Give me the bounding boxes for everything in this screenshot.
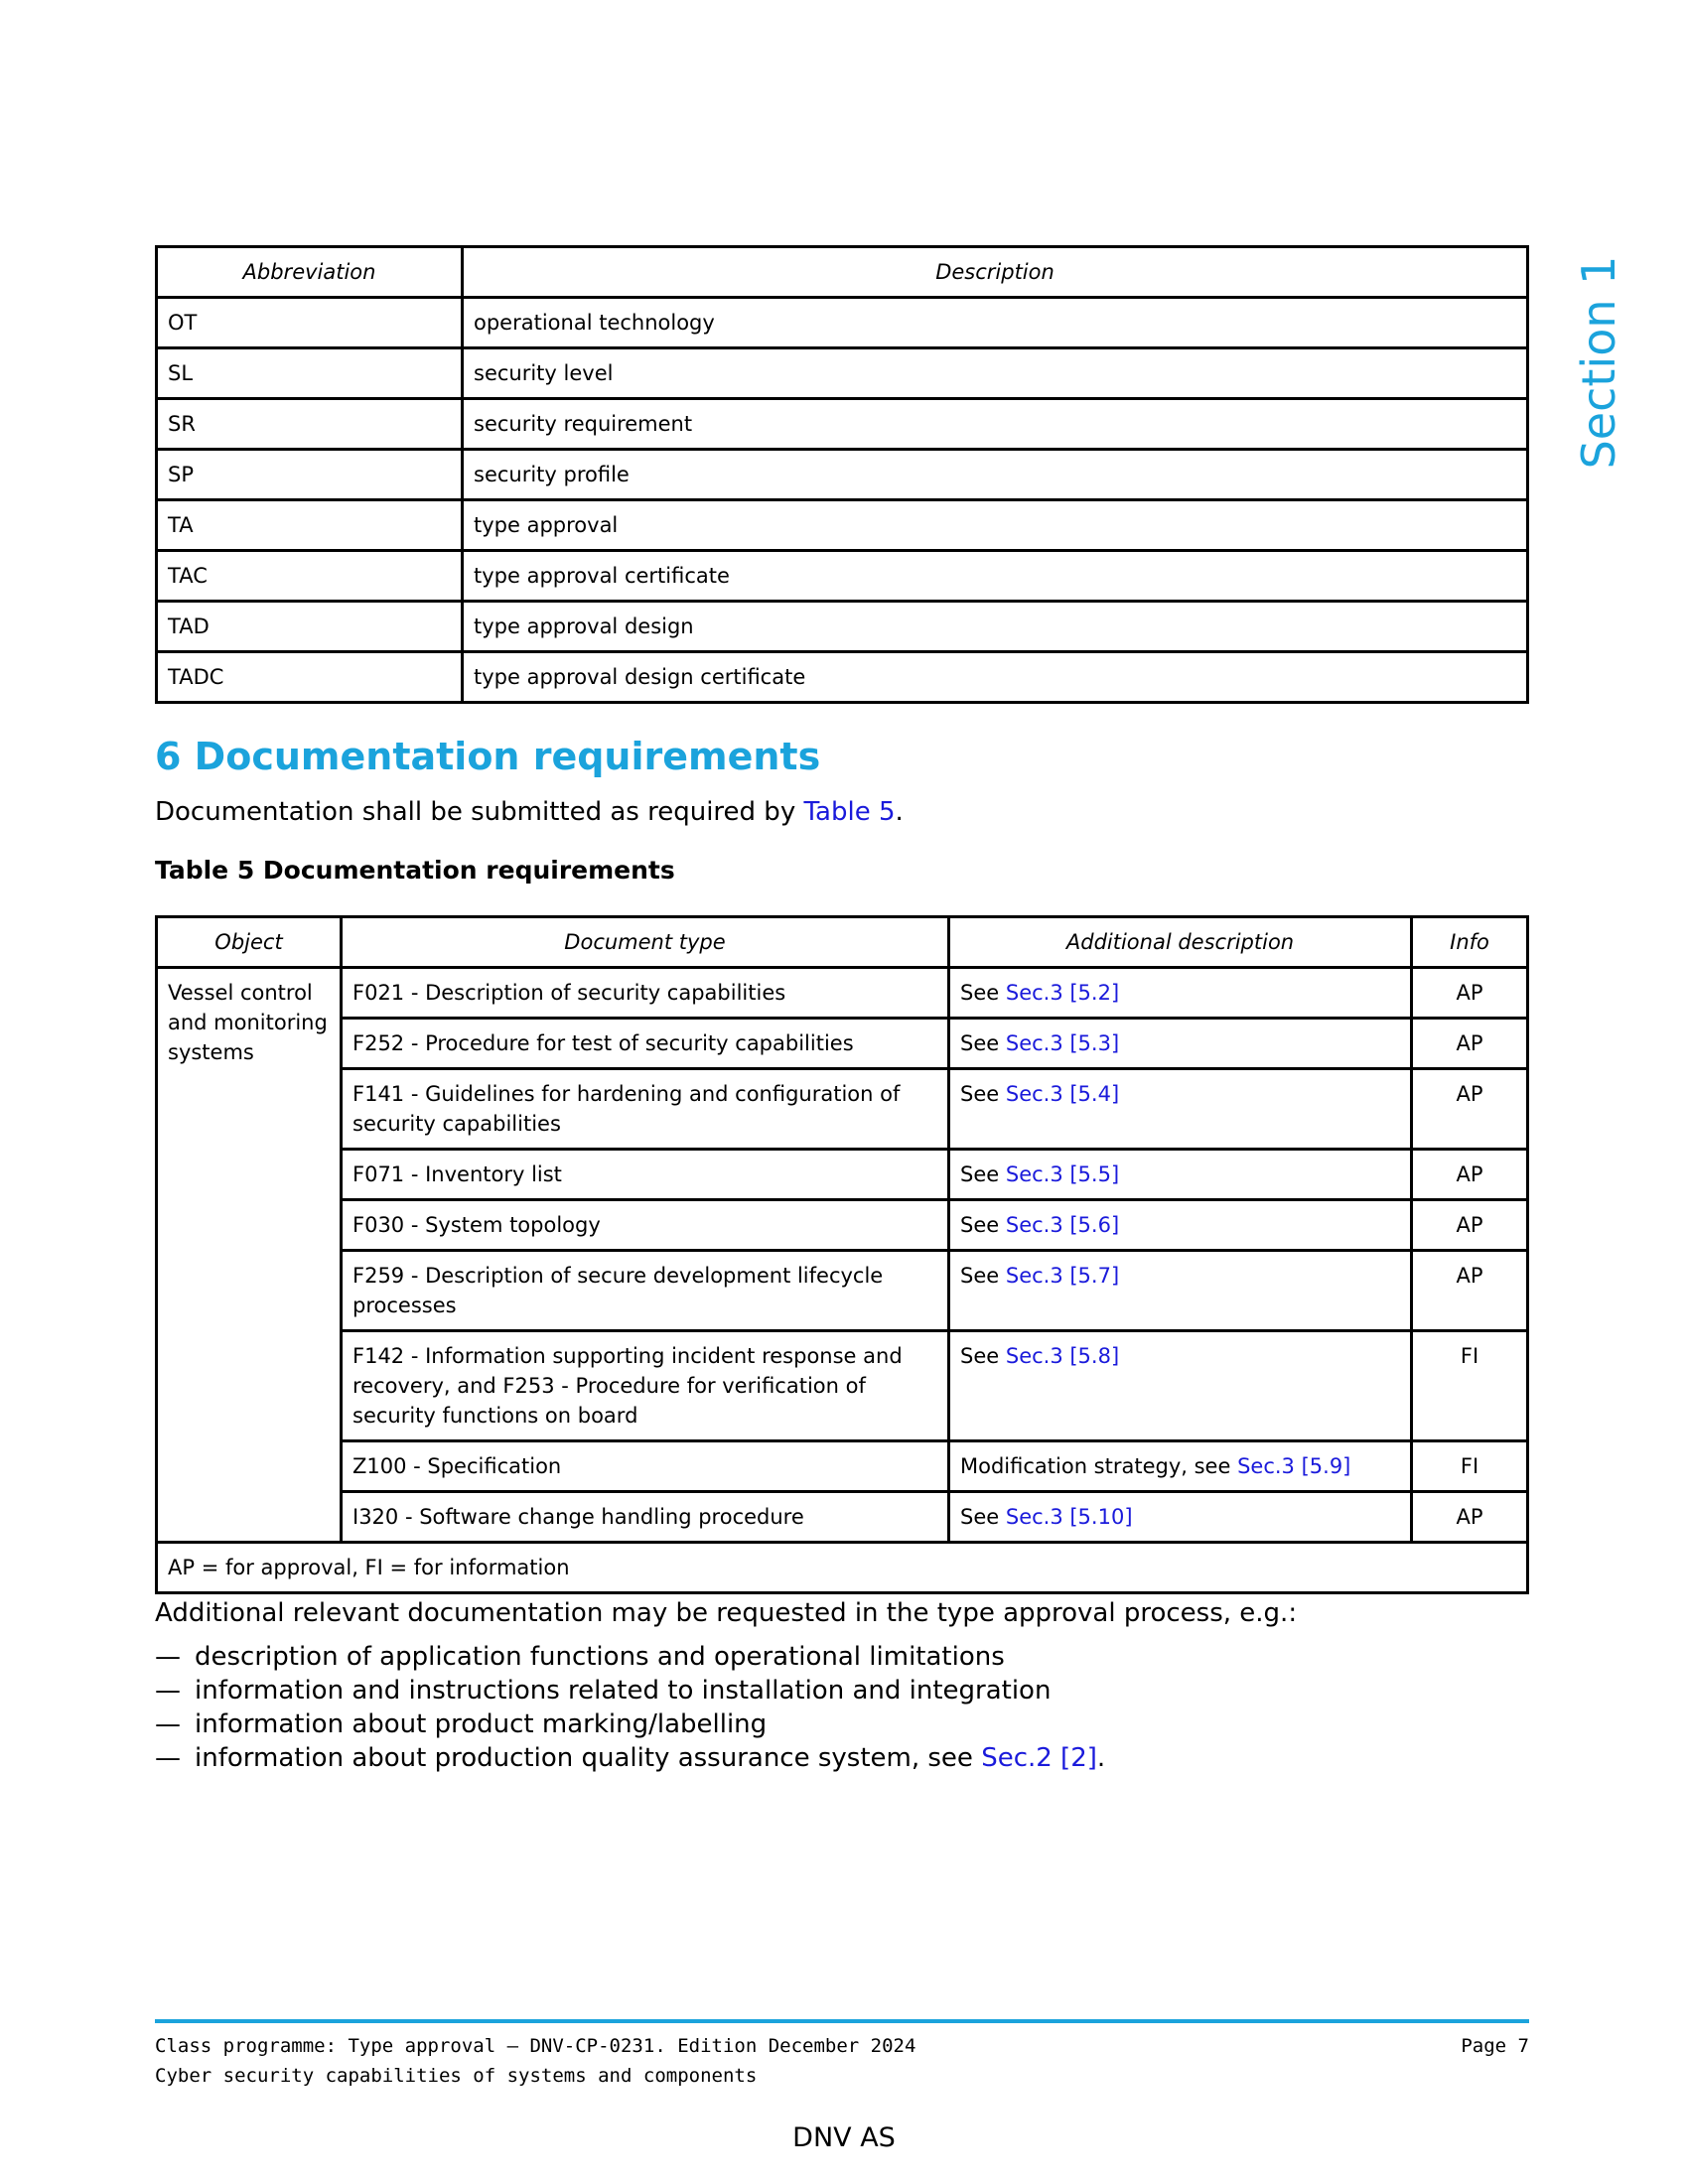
- sec-link[interactable]: Sec.3 [5.9]: [1237, 1454, 1351, 1478]
- table-row: [157, 1251, 1528, 1331]
- intro-text: Documentation shall be submitted as required by: [155, 797, 804, 827]
- table-row: [157, 1492, 1528, 1543]
- abbr-desc-cell: type approval design certificate: [463, 652, 1528, 703]
- abbr-desc-cell: security profile: [463, 450, 1528, 500]
- table-footnote: AP = for approval, FI = for information: [157, 1543, 1528, 1593]
- abbr-desc-cell: type approval design: [463, 602, 1528, 652]
- documentation-table: [155, 915, 1529, 1594]
- dash-bullet: —: [155, 1743, 181, 1773]
- sec-link[interactable]: Sec.3 [5.2]: [1005, 981, 1120, 1005]
- sec-link[interactable]: Sec.3 [5.3]: [1005, 1031, 1120, 1055]
- abbr-desc-cell: security level: [463, 348, 1528, 399]
- table-row: [157, 298, 1528, 348]
- info-cell: AP: [1412, 1019, 1528, 1069]
- table-row: [157, 602, 1528, 652]
- abbr-header-abbreviation: Abbreviation: [157, 247, 463, 298]
- page-number: Page 7: [1461, 2035, 1529, 2057]
- info-cell: FI: [1412, 1441, 1528, 1492]
- doc-header-document-type: Document type: [342, 917, 949, 968]
- dash-bullet: —: [155, 1709, 181, 1739]
- footer-line-1: Class programme: Type approval — DNV-CP-0231. Edition December 2024: [155, 2035, 916, 2057]
- info-cell: AP: [1412, 1150, 1528, 1200]
- company-name: DNV AS: [792, 2122, 896, 2153]
- table-row: [157, 450, 1528, 500]
- doc-header-additional-description: Additional description: [949, 917, 1412, 968]
- document-type-cell: F141 - Guidelines for hardening and configuration of security capabilities: [342, 1069, 949, 1150]
- table-row: [157, 399, 1528, 450]
- description-cell: See Sec.3 [5.4]: [949, 1069, 1412, 1150]
- sec-link[interactable]: Sec.3 [5.4]: [1005, 1082, 1120, 1106]
- document-type-cell: F142 - Information supporting incident response and recovery, and F253 - Procedure for verification of security functions on board: [342, 1331, 949, 1441]
- table-row: [157, 500, 1528, 551]
- table-row: [157, 1200, 1528, 1251]
- doc-header-info: Info: [1412, 917, 1528, 968]
- object-cell: Vessel control and monitoring systems: [157, 968, 342, 1543]
- footer-text: [155, 2031, 915, 2091]
- section-tab: Section 1: [1572, 255, 1625, 470]
- document-type-cell: F259 - Description of secure development lifecycle processes: [342, 1251, 949, 1331]
- dash-bullet: —: [155, 1642, 181, 1672]
- abbr-cell: OT: [157, 298, 463, 348]
- document-type-cell: Z100 - Specification: [342, 1441, 949, 1492]
- abbr-desc-cell: type approval: [463, 500, 1528, 551]
- doc-header-object: Object: [157, 917, 342, 968]
- table-5-link[interactable]: Table 5: [803, 797, 896, 827]
- sec-link[interactable]: Sec.3 [5.7]: [1005, 1264, 1120, 1288]
- abbr-cell: TAC: [157, 551, 463, 602]
- description-cell: See Sec.3 [5.3]: [949, 1019, 1412, 1069]
- table-row: [157, 968, 1528, 1019]
- document-type-cell: F252 - Procedure for test of security capabilities: [342, 1019, 949, 1069]
- sec-link[interactable]: Sec.3 [5.8]: [1005, 1344, 1120, 1368]
- intro-paragraph: [155, 797, 904, 827]
- info-cell: AP: [1412, 1492, 1528, 1543]
- description-cell: See Sec.3 [5.5]: [949, 1150, 1412, 1200]
- info-cell: AP: [1412, 968, 1528, 1019]
- info-cell: AP: [1412, 1251, 1528, 1331]
- info-cell: AP: [1412, 1069, 1528, 1150]
- table-row: [157, 1019, 1528, 1069]
- section-heading: 6 Documentation requirements: [155, 735, 821, 778]
- additional-docs-paragraph: Additional relevant documentation may be requested in the type approval process, e.g.:: [155, 1598, 1298, 1628]
- description-cell: Modification strategy, see Sec.3 [5.9]: [949, 1441, 1412, 1492]
- footer-line-2: Cyber security capabilities of systems and components: [155, 2065, 758, 2087]
- table-row: [157, 1441, 1528, 1492]
- abbr-desc-cell: type approval certificate: [463, 551, 1528, 602]
- intro-suffix: .: [895, 797, 904, 827]
- table-row: [157, 1150, 1528, 1200]
- table-caption: Table 5 Documentation requirements: [155, 856, 675, 885]
- table-row: [157, 652, 1528, 703]
- abbr-desc-cell: operational technology: [463, 298, 1528, 348]
- abbreviation-table: [155, 245, 1529, 704]
- description-cell: See Sec.3 [5.8]: [949, 1331, 1412, 1441]
- description-cell: See Sec.3 [5.7]: [949, 1251, 1412, 1331]
- bullet-list: [155, 1640, 1105, 1775]
- abbr-desc-cell: security requirement: [463, 399, 1528, 450]
- footer-divider: [155, 2019, 1529, 2023]
- list-item: — information about production quality assurance system, see Sec.2 [2].: [155, 1743, 1106, 1773]
- table-footnote-row: [157, 1543, 1528, 1593]
- sec-link[interactable]: Sec.3 [5.10]: [1005, 1505, 1133, 1529]
- abbr-cell: TAD: [157, 602, 463, 652]
- table-row: [157, 551, 1528, 602]
- description-cell: See Sec.3 [5.10]: [949, 1492, 1412, 1543]
- description-cell: See Sec.3 [5.6]: [949, 1200, 1412, 1251]
- abbr-cell: TA: [157, 500, 463, 551]
- info-cell: AP: [1412, 1200, 1528, 1251]
- table-row: [157, 1069, 1528, 1150]
- info-cell: FI: [1412, 1331, 1528, 1441]
- list-item: — description of application functions and operational limitations: [155, 1642, 1005, 1672]
- document-type-cell: I320 - Software change handling procedure: [342, 1492, 949, 1543]
- sec-link[interactable]: Sec.3 [5.6]: [1005, 1213, 1120, 1237]
- sec-2-link[interactable]: Sec.2 [2]: [981, 1743, 1097, 1773]
- abbr-header-description: Description: [463, 247, 1528, 298]
- sec-link[interactable]: Sec.3 [5.5]: [1005, 1162, 1120, 1186]
- document-type-cell: F021 - Description of security capabilities: [342, 968, 949, 1019]
- description-cell: See Sec.3 [5.2]: [949, 968, 1412, 1019]
- table-row: [157, 348, 1528, 399]
- list-item: — information and instructions related to installation and integration: [155, 1676, 1052, 1706]
- abbr-cell: SP: [157, 450, 463, 500]
- list-item: — information about product marking/labelling: [155, 1709, 768, 1739]
- dash-bullet: —: [155, 1676, 181, 1706]
- table-row: [157, 1331, 1528, 1441]
- abbr-cell: TADC: [157, 652, 463, 703]
- document-type-cell: F030 - System topology: [342, 1200, 949, 1251]
- document-type-cell: F071 - Inventory list: [342, 1150, 949, 1200]
- abbr-cell: SL: [157, 348, 463, 399]
- abbr-cell: SR: [157, 399, 463, 450]
